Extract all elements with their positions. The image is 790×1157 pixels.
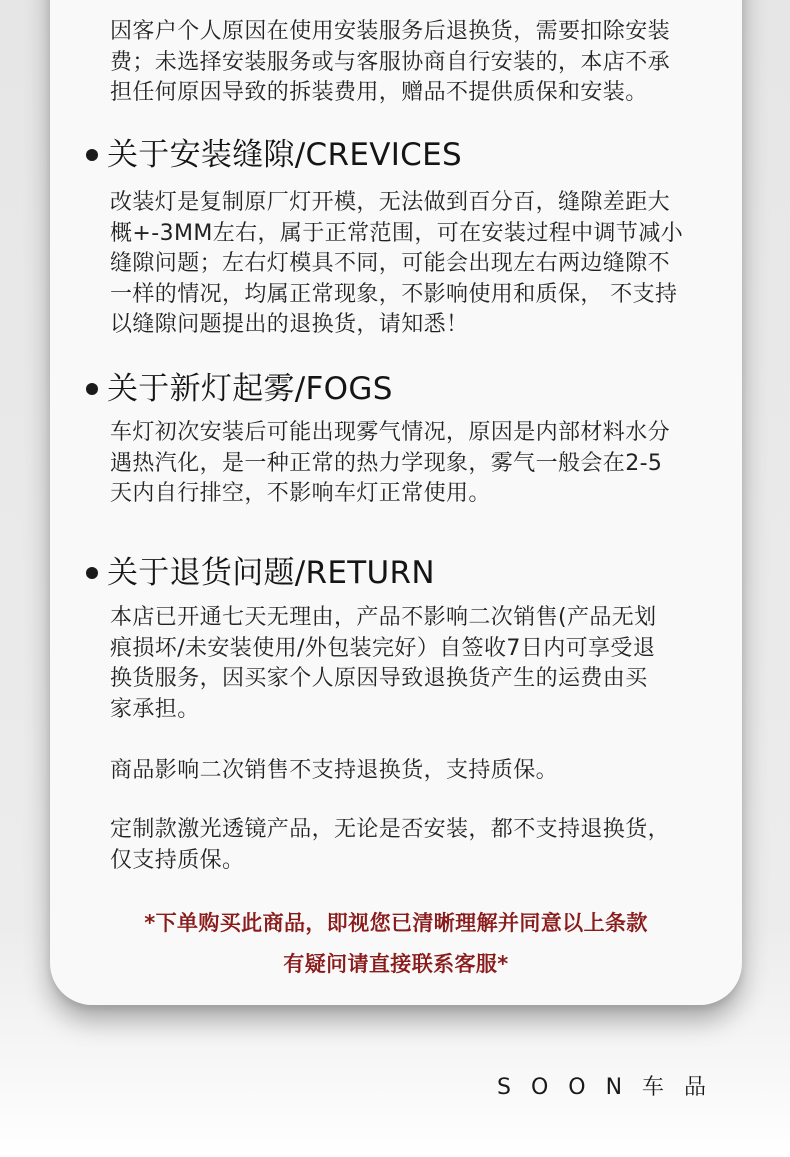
intro-paragraph [110,17,730,109]
section-paragraph-return [110,603,730,725]
notice-line: 有疑问请直接联系客服* [283,952,509,976]
paragraph-line: 仅支持质保。 [110,847,245,873]
paragraph-line: 本店已开通七天无理由，产品不影响二次销售(产品无划 [110,605,657,630]
intro-line: 费；未选择安装服务或与客服协商自行安装的，本店不承 [110,49,671,75]
section-paragraph-crevices [110,188,730,341]
purchase-notice [50,903,742,985]
paragraph-line: 以缝隙问题提出的退换货，请知悉！ [110,312,469,338]
section-heading-text: 关于新灯起雾/FOGS [107,371,393,407]
section-heading-fogs [86,369,393,409]
section-heading-text: 关于安装缝隙/CREVICES [107,137,462,173]
section-paragraph-resale [110,756,730,787]
brand-name: SOON车品 [497,1075,727,1100]
section-heading-return [86,553,435,593]
section-paragraph-custom [110,815,730,876]
paragraph-line: 商品影响二次销售不支持退换货，支持质保。 [110,758,559,783]
section-paragraph-fogs [110,418,730,510]
bullet-icon [86,149,98,161]
paragraph-line: 改装灯是复制原厂灯开模，无法做到百分百，缝隙差距大 [110,190,671,215]
paragraph-line: 家承担。 [110,696,200,722]
paragraph-line: 定制款激光透镜产品，无论是否安装，都不支持退换货， [110,817,671,842]
section-heading-text: 关于退货问题/RETURN [107,555,435,591]
paragraph-line: 一样的情况，均属正常现象，不影响使用和质保， 不支持 [110,281,678,307]
paragraph-line: 缝隙问题；左右灯模具不同，可能会出现左右两边缝隙不 [110,251,671,277]
paragraph-line: 遇热汽化，是一种正常的热力学现象，雾气一般会在2-5 [110,450,663,476]
paragraph-line: 车灯初次安装后可能出现雾气情况，原因是内部材料水分 [110,420,671,445]
bullet-icon [86,567,98,579]
section-heading-crevices [86,135,462,175]
paragraph-line: 天内自行排空，不影响车灯正常使用。 [110,481,491,507]
intro-line: 担任何原因导致的拆装费用，赠品不提供质保和安装。 [110,80,648,106]
intro-line: 因客户个人原因在使用安装服务后退换货，需要扣除安装 [110,19,671,44]
bullet-icon [86,383,98,395]
notice-line: *下单购买此商品，即视您已清晰理解并同意以上条款 [144,911,648,935]
paragraph-line: 换货服务，因买家个人原因导致退换货产生的运费由买 [110,666,648,692]
paragraph-line: 概+-3MM左右，属于正常范围，可在安装过程中调节减小 [110,220,684,246]
paragraph-line: 痕损坏/未安装使用/外包装完好）自签收7日内可享受退 [110,635,656,661]
